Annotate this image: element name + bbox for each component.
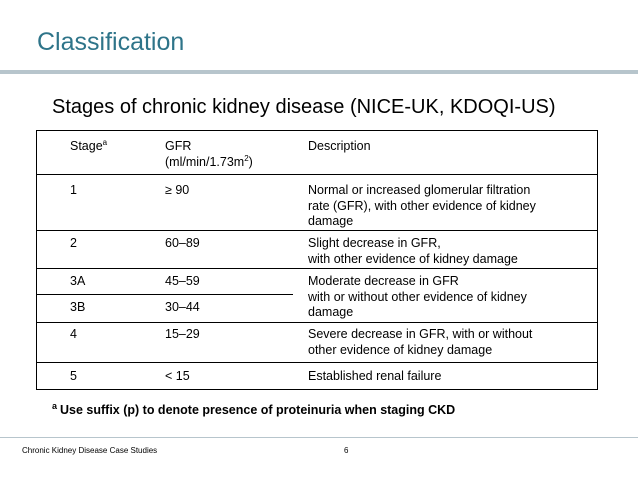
header-stage: Stage$^a$: [70, 137, 108, 153]
slide-subtitle: Stages of chronic kidney disease (NICE-UK, KDOQI-US): [52, 96, 556, 118]
title-divider: [0, 70, 638, 74]
stage-cell: 5: [70, 369, 77, 383]
row-divider: [37, 322, 597, 323]
stage-cell: 3A: [70, 274, 86, 288]
gfr-cell: < 15: [165, 369, 190, 383]
stage-cell: 3B: [70, 300, 86, 314]
header-gfr: GFR $(ml/\min/1.73m^2)$: [165, 139, 253, 169]
gfr-cell: 45–59: [165, 274, 200, 288]
row-divider: [37, 174, 597, 175]
gfr-cell: 30–44: [165, 300, 200, 314]
description-cell: Severe decrease in GFR, with or without other evidence of kidney damage: [308, 327, 533, 357]
stage-cell: 1: [70, 183, 77, 197]
ckd-stages-table: [36, 130, 598, 390]
footnote: [52, 401, 455, 417]
stage-cell: 4: [70, 327, 77, 341]
row-divider: [37, 268, 597, 269]
description-cell: Slight decrease in GFR, with other evidence of kidney damage: [308, 236, 518, 266]
row-divider: [37, 294, 293, 295]
footer-title: Chronic Kidney Disease Case Studies: [22, 446, 158, 455]
description-cell-merged: Moderate decrease in GFR with or without other evidence of kidney damage: [308, 274, 527, 319]
stage-cell: 2: [70, 236, 77, 250]
row-divider: [37, 362, 597, 363]
page-number: 6: [344, 446, 349, 455]
gfr-cell: 15–29: [165, 327, 200, 341]
gfr-cell: 60–89: [165, 236, 200, 250]
description-cell: Normal or increased glomerular filtration rate (GFR), with other evidence of kidney damage: [308, 183, 536, 228]
footer-divider: [0, 437, 638, 438]
slide-title: Classification: [37, 28, 185, 56]
footnote-text: Use suffix (p) to denote presence of proteinuria when staging CKD: [60, 403, 456, 418]
gfr-cell: ≥ 90: [165, 183, 190, 197]
header-description: Description: [308, 139, 371, 153]
row-divider: [37, 230, 597, 231]
footnote-mark: a: [52, 401, 58, 411]
description-cell: Established renal failure: [308, 369, 442, 383]
